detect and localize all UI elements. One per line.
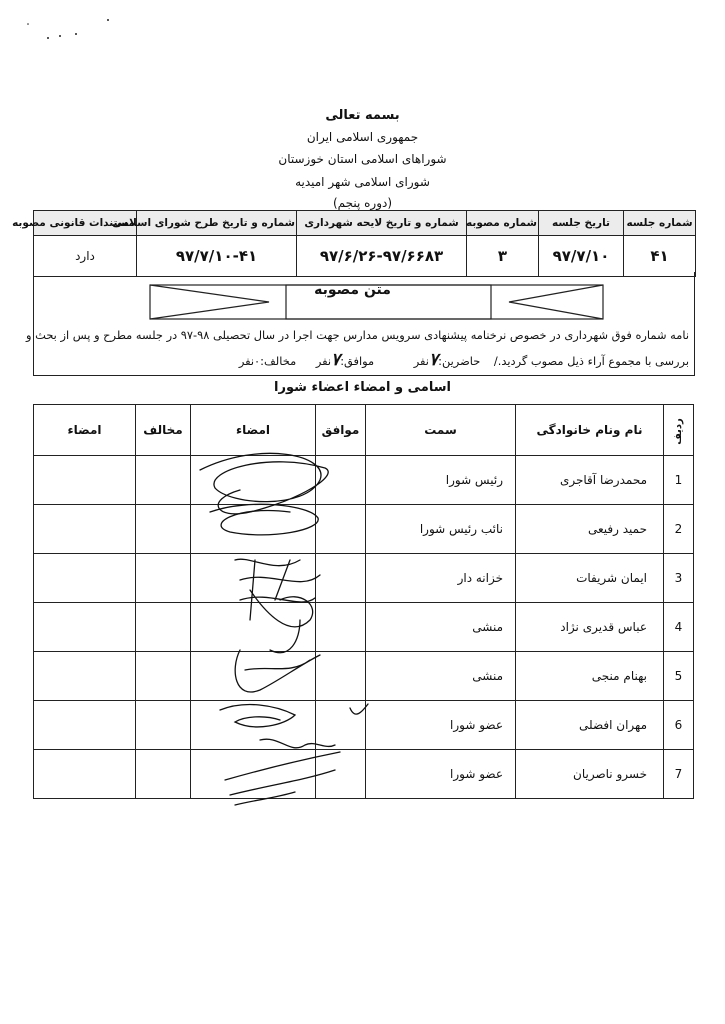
signature-oppose-cell <box>34 652 136 701</box>
oppose-cell <box>136 750 191 799</box>
oppose-cell <box>136 456 191 505</box>
present-label: حاضرین: <box>438 354 481 368</box>
table-row <box>34 456 694 505</box>
council-plan-value: ۹۷/۷/۱۰-۴۱ <box>137 236 297 277</box>
oppose-label: مخالف: <box>260 354 297 368</box>
row-index: 6 <box>664 701 694 750</box>
header-resolution-number: شماره مصوبه <box>467 211 539 236</box>
member-role: عضو شورا <box>366 701 516 750</box>
present-unit: نفر <box>413 354 429 368</box>
member-name: ایمان شریفات <box>516 554 664 603</box>
table-row <box>34 603 694 652</box>
oppose-cell <box>136 554 191 603</box>
present-count: ۷ <box>428 350 439 370</box>
signature-cell <box>191 505 316 554</box>
province-councils-name: شوراهای اسلامی استان خوزستان <box>278 152 447 166</box>
row-index: 7 <box>664 750 694 799</box>
header-oppose: مخالف <box>136 405 191 456</box>
member-role: خزانه دار <box>366 554 516 603</box>
municipality-bill-value: ۹۷/۶/۲۶-۹۷/۶۶۸۳ <box>297 236 467 277</box>
signature-oppose-cell <box>34 554 136 603</box>
header-row-index: ردیف <box>664 405 694 456</box>
signature-cell <box>191 750 316 799</box>
member-name: حمید رفیعی <box>516 505 664 554</box>
resolution-text-line2 <box>29 350 689 370</box>
oppose-cell <box>136 603 191 652</box>
member-role: منشی <box>366 603 516 652</box>
signature-cell <box>191 554 316 603</box>
signature-oppose-cell <box>34 456 136 505</box>
table-row <box>34 554 694 603</box>
signature-cell <box>191 701 316 750</box>
session-info-table <box>12 210 696 277</box>
agree-cell <box>316 505 366 554</box>
agree-cell <box>316 456 366 505</box>
oppose-cell <box>136 701 191 750</box>
header-position: سمت <box>366 405 516 456</box>
agree-cell <box>316 701 366 750</box>
row-index: 4 <box>664 603 694 652</box>
member-role: رئیس شورا <box>366 456 516 505</box>
members-section-title: اسامی و امضاء اعضاء شورا <box>274 380 451 395</box>
member-role: نائب رئیس شورا <box>366 505 516 554</box>
header-full-name: نام ونام خانوادگی <box>516 405 664 456</box>
oppose-unit: نفر <box>238 354 255 368</box>
member-name: مهران افضلی <box>516 701 664 750</box>
table-row <box>34 701 694 750</box>
row-index: 2 <box>664 505 694 554</box>
legal-docs-value: دارد <box>34 236 137 277</box>
oppose-cell <box>136 505 191 554</box>
header-signature-oppose: امضاء <box>34 405 136 456</box>
row-index: 3 <box>664 554 694 603</box>
signature-cell <box>191 456 316 505</box>
header-signature: امضاء <box>191 405 316 456</box>
oppose-cell <box>136 652 191 701</box>
city-council-name: شورای اسلامی شهر امیدیه <box>295 175 430 189</box>
header-municipality-bill: شماره و تاریخ لایحه شهرداری <box>297 211 467 236</box>
term-label: (دوره پنجم) <box>332 196 393 210</box>
header-council-plan: شماره و تاریخ طرح شورای اسلامی <box>137 211 297 236</box>
agree-cell <box>316 554 366 603</box>
signature-oppose-cell <box>34 701 136 750</box>
header-session-date: تاریخ جلسه <box>539 211 624 236</box>
member-name: بهنام منجی <box>516 652 664 701</box>
signature-oppose-cell <box>34 603 136 652</box>
members-signature-table <box>33 404 694 799</box>
table-row <box>34 505 694 554</box>
member-name: عباس قدیری نژاد <box>516 603 664 652</box>
oppose-count: ۰ <box>254 354 261 368</box>
session-date-value: ۹۷/۷/۱۰ <box>539 236 624 277</box>
signature-cell <box>191 652 316 701</box>
header-session-number: شماره جلسه <box>624 211 696 236</box>
resolution-text-title: متن مصوبه <box>314 282 391 298</box>
signature-oppose-cell <box>34 750 136 799</box>
bismillah-heading: بسمه تعالی <box>325 108 400 123</box>
agree-cell <box>316 652 366 701</box>
session-number-value: ۴۱ <box>624 236 696 277</box>
signature-cell <box>191 603 316 652</box>
signature-oppose-cell <box>34 505 136 554</box>
agree-cell <box>316 750 366 799</box>
member-role: منشی <box>366 652 516 701</box>
table-row <box>34 652 694 701</box>
member-role: عضو شورا <box>366 750 516 799</box>
agree-unit: نفر <box>315 354 332 368</box>
agree-count: ۷ <box>331 350 341 370</box>
header-agree: موافق <box>316 405 366 456</box>
row-index: 5 <box>664 652 694 701</box>
header-legal-docs: مستندات قانونی مصوبه <box>34 211 137 236</box>
member-name: خسرو ناصریان <box>516 750 664 799</box>
resolution-number-value: ۳ <box>467 236 539 277</box>
resolution-text-line1: نامه شماره فوق شهرداری در خصوص نرخنامه پیشنهادی سرویس مدارس جهت اجرا در سال تحصیلی ۹۸-۹۷ در جلسه مطرح و پس از بحث و <box>26 328 689 342</box>
table-row <box>34 750 694 799</box>
member-name: محمدرضا آقاجری <box>516 456 664 505</box>
resolution-approval-text: بررسی با مجموع آراء ذیل مصوب گردید./ <box>493 354 689 368</box>
country-name: جمهوری اسلامی ایران <box>306 130 419 144</box>
agree-label: موافق: <box>340 354 375 368</box>
agree-cell <box>316 603 366 652</box>
row-index: 1 <box>664 456 694 505</box>
